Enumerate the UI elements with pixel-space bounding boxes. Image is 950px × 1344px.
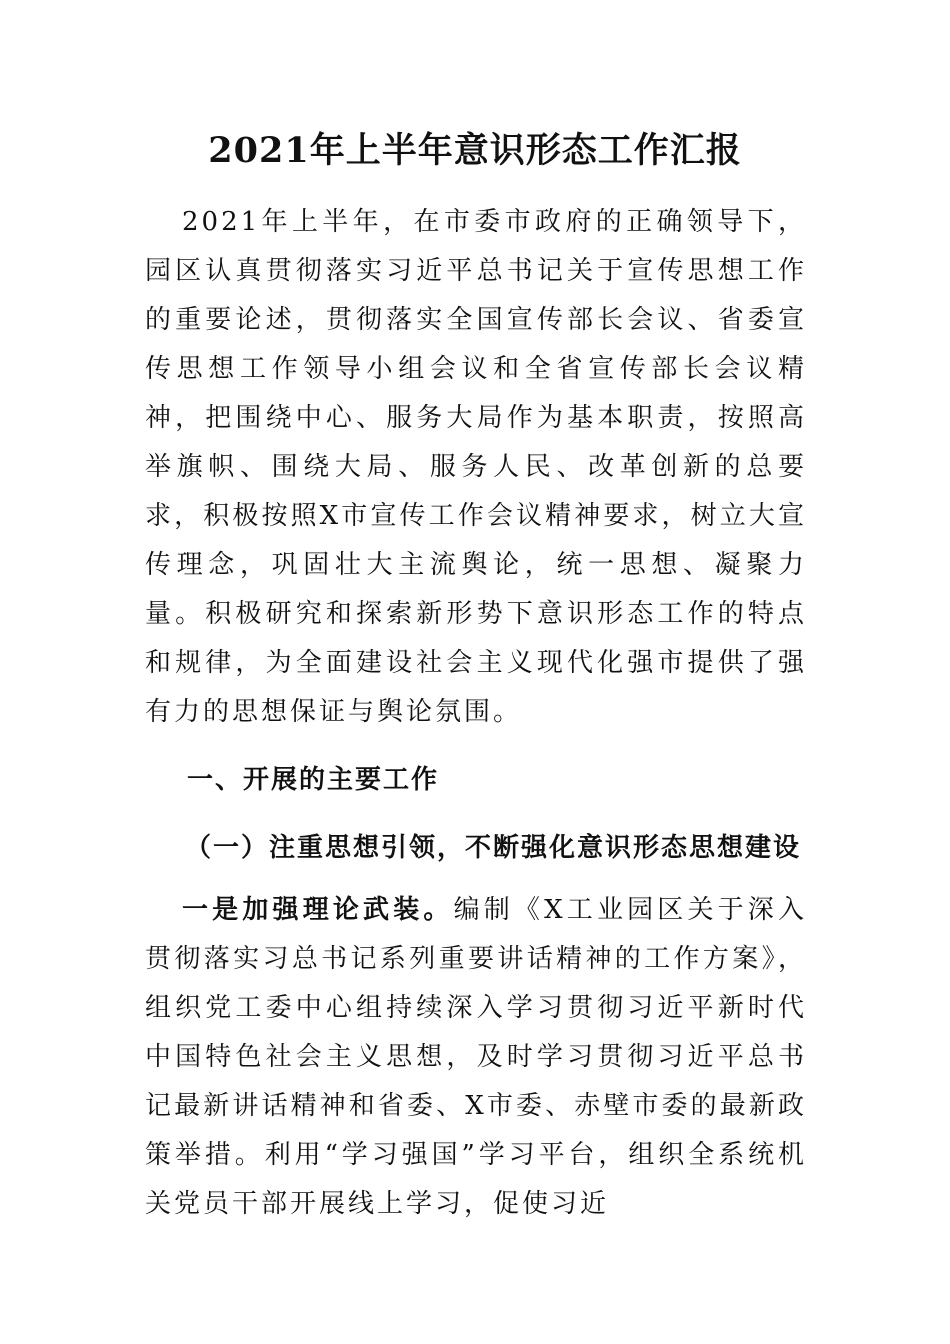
body-paragraph (145, 886, 807, 1229)
subsection-heading: （一）注重思想引领，不断强化意识形态思想建设 (185, 833, 802, 863)
paragraph-lead: 一是加强理论武装。 (182, 895, 454, 925)
document-title: 2021年上半年意识形态工作汇报 (208, 130, 742, 171)
document-body (145, 198, 807, 1229)
intro-paragraph: 2021年上半年，在市委市政府的正确领导下，园区认真贯彻落实习近平总书记关于宣传思想工作的重要论述，贯彻落实全国宣传部长会议、省委宣传思想工作领导小组会议和全省宣传部长会议精神，把围绕中心、服务大局作为基本职责，按照高举旗帜、围绕大局、服务人民、改革创新的总要求，积极按照X市宣传工作会议精神要求，树立大宣传理念，巩固壮大主流舆论，统一思想、凝聚力量。积极研究和探索新形势下意识形态工作的特点和规律，为全面建设社会主义现代化强市提供了强有力的思想保证与舆论氛围。 (145, 207, 807, 727)
paragraph-text: 编制《X工业园区关于深入贯彻落实习总书记系列重要讲话精神的工作方案》，组织党工委中心组持续深入学习贯彻习近平新时代中国特色社会主义思想，及时学习贯彻习近平总书记最新讲话精神和省委、X市委、赤壁市委的最新政策举措。利用“学习强国”学习平台，组织全系统机关党员干部开展线上学习，促使习近 (145, 895, 807, 1219)
section-heading: 一、开展的主要工作 (187, 765, 440, 795)
